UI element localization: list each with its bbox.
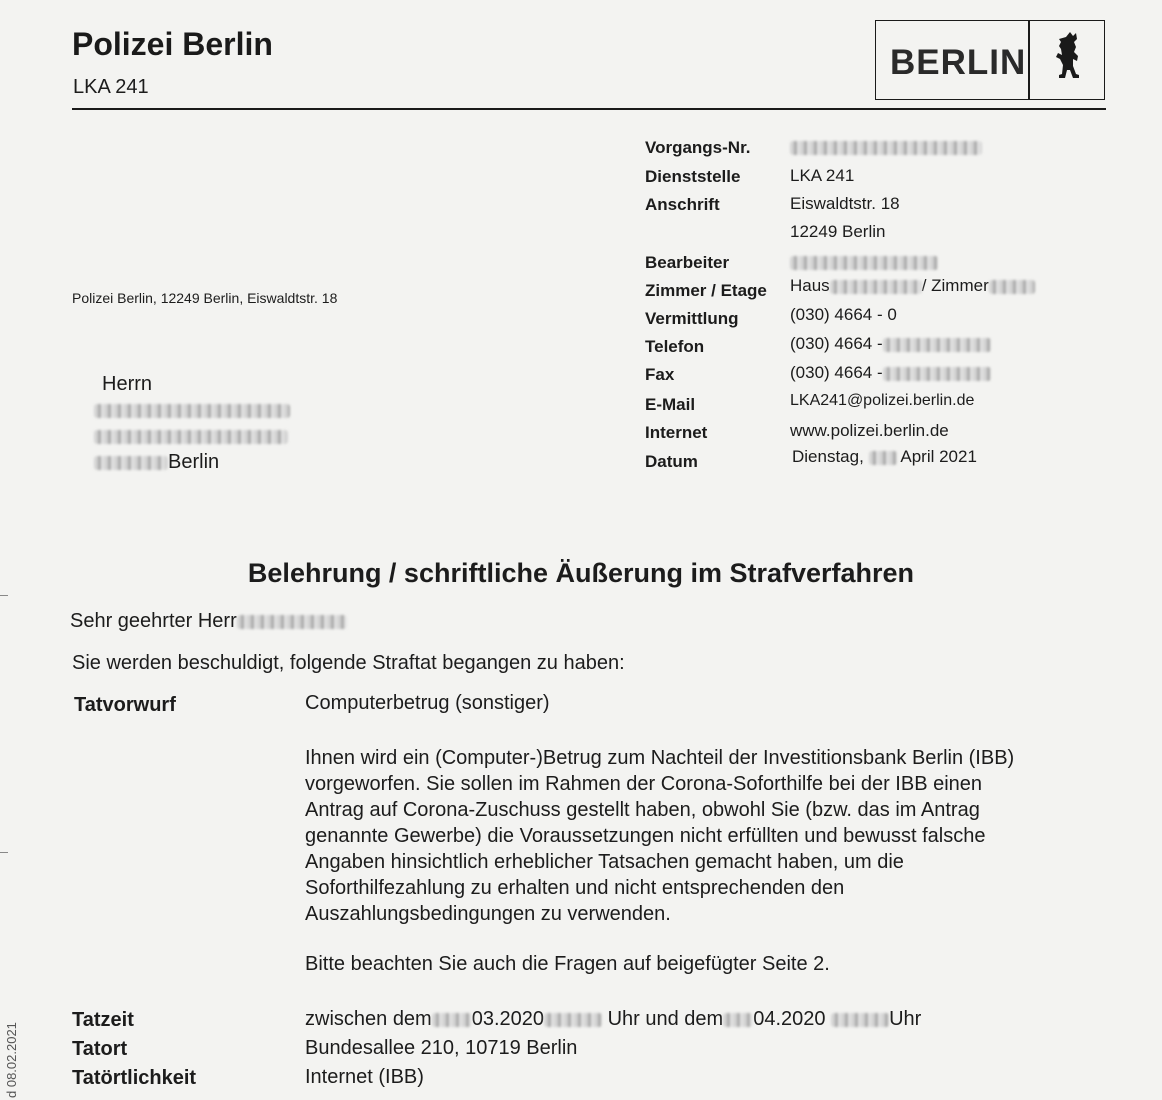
description-line: Soforthilfezahlung zu erhalten und nicht entsprechenden den bbox=[305, 877, 845, 899]
recipient-city-line bbox=[94, 451, 219, 474]
email-value: LKA241@polizei.berlin.de bbox=[790, 392, 975, 409]
organization-name: Polizei Berlin bbox=[72, 26, 273, 62]
recipient-street bbox=[94, 425, 288, 448]
tatzeit-p1: zwischen dem bbox=[305, 1008, 432, 1030]
bear-icon bbox=[1036, 21, 1104, 99]
telefon-value bbox=[790, 334, 991, 354]
dienststelle-value: LKA 241 bbox=[790, 166, 855, 185]
fax-value bbox=[790, 363, 991, 383]
tatzeit-p5: Uhr bbox=[889, 1008, 922, 1030]
fold-mark bbox=[0, 852, 8, 853]
description-line: Ihnen wird ein (Computer-)Betrug zum Nachteil der Investitionsbank Berlin (IBB) bbox=[305, 747, 1015, 769]
telefon-prefix: (030) 4664 - bbox=[790, 334, 883, 353]
anschrift-label: Anschrift bbox=[645, 195, 720, 214]
tatoertlichkeit-value: Internet (IBB) bbox=[305, 1066, 424, 1088]
return-address: Polizei Berlin, 12249 Berlin, Eiswaldtstr. 18 bbox=[72, 290, 338, 306]
tatort-label: Tatort bbox=[72, 1038, 128, 1060]
document-title: Belehrung / schriftliche Äußerung im Strafverfahren bbox=[247, 558, 915, 588]
description-line: Auszahlungsbedingungen zu verwenden. bbox=[305, 903, 671, 925]
side-note: d 08.02.2021 bbox=[4, 1022, 19, 1098]
description-line: Angaben hinsichtlich erheblicher Tatsachen gemacht haben, um die bbox=[305, 851, 904, 873]
logo-divider bbox=[1028, 21, 1030, 99]
tatzeit-label: Tatzeit bbox=[72, 1009, 134, 1031]
fax-prefix: (030) 4664 - bbox=[790, 363, 883, 382]
intro-text: Sie werden beschuldigt, folgende Straftat begangen zu haben: bbox=[72, 652, 625, 674]
bearbeiter-label: Bearbeiter bbox=[645, 253, 730, 272]
internet-label: Internet bbox=[645, 423, 708, 442]
berlin-logo bbox=[875, 20, 1105, 100]
fax-label: Fax bbox=[645, 365, 675, 384]
recipient-salutation: Herrn bbox=[102, 373, 153, 395]
tatzeit-p3: Uhr und dem bbox=[607, 1008, 724, 1030]
tatvorwurf-label: Tatvorwurf bbox=[74, 694, 176, 716]
header-rule bbox=[72, 108, 1106, 110]
vorgangs-label: Vorgangs-Nr. bbox=[645, 138, 751, 157]
logo-text: BERLIN bbox=[890, 43, 1027, 82]
tatoertlichkeit-label: Tatörtlichkeit bbox=[72, 1067, 197, 1089]
telefon-label: Telefon bbox=[645, 337, 705, 356]
email-label: E-Mail bbox=[645, 395, 696, 414]
zimmer-mid: / Zimmer bbox=[921, 276, 989, 295]
vorgangs-value bbox=[790, 137, 982, 157]
greeting bbox=[70, 610, 347, 633]
description bbox=[305, 745, 1125, 927]
recipient-name bbox=[94, 399, 290, 422]
recipient-city: Berlin bbox=[168, 451, 220, 473]
datum-prefix: Dienstag, bbox=[792, 447, 864, 466]
datum-value bbox=[792, 447, 977, 467]
internet-value: www.polizei.berlin.de bbox=[790, 421, 949, 440]
vermittlung-label: Vermittlung bbox=[645, 309, 739, 328]
anschrift-line2: 12249 Berlin bbox=[790, 222, 886, 241]
tatort-value: Bundesallee 210, 10719 Berlin bbox=[305, 1037, 578, 1059]
description-line: genannte Gewerbe) die Voraussetzungen nicht erfüllten und bewusst falsche bbox=[305, 825, 986, 847]
organization-unit: LKA 241 bbox=[73, 76, 149, 98]
greeting-text: Sehr geehrter Herr bbox=[70, 610, 237, 632]
tatzeit-p2: 03.2020 bbox=[471, 1008, 545, 1030]
anschrift-line1: Eiswaldtstr. 18 bbox=[790, 194, 900, 213]
vermittlung-value: (030) 4664 - 0 bbox=[790, 305, 897, 324]
zimmer-prefix: Haus bbox=[790, 276, 830, 295]
dienststelle-label: Dienststelle bbox=[645, 167, 741, 186]
tatvorwurf-value: Computerbetrug (sonstiger) bbox=[305, 692, 550, 714]
zimmer-value bbox=[790, 276, 1035, 296]
note-text: Bitte beachten Sie auch die Fragen auf beigefügter Seite 2. bbox=[305, 953, 830, 975]
zimmer-label: Zimmer / Etage bbox=[645, 281, 767, 300]
description-line: Antrag auf Corona-Zuschuss gestellt haben, obwohl Sie (bzw. das im Antrag bbox=[305, 799, 980, 821]
datum-suffix: April 2021 bbox=[900, 447, 977, 466]
tatzeit-value bbox=[305, 1008, 921, 1031]
description-line: vorgeworfen. Sie sollen im Rahmen der Corona-Soforthilfe bei der IBB einen bbox=[305, 773, 983, 795]
fold-mark bbox=[0, 595, 8, 596]
bearbeiter-value bbox=[790, 252, 938, 272]
datum-label: Datum bbox=[645, 452, 698, 471]
tatzeit-p4: 04.2020 bbox=[753, 1008, 826, 1030]
